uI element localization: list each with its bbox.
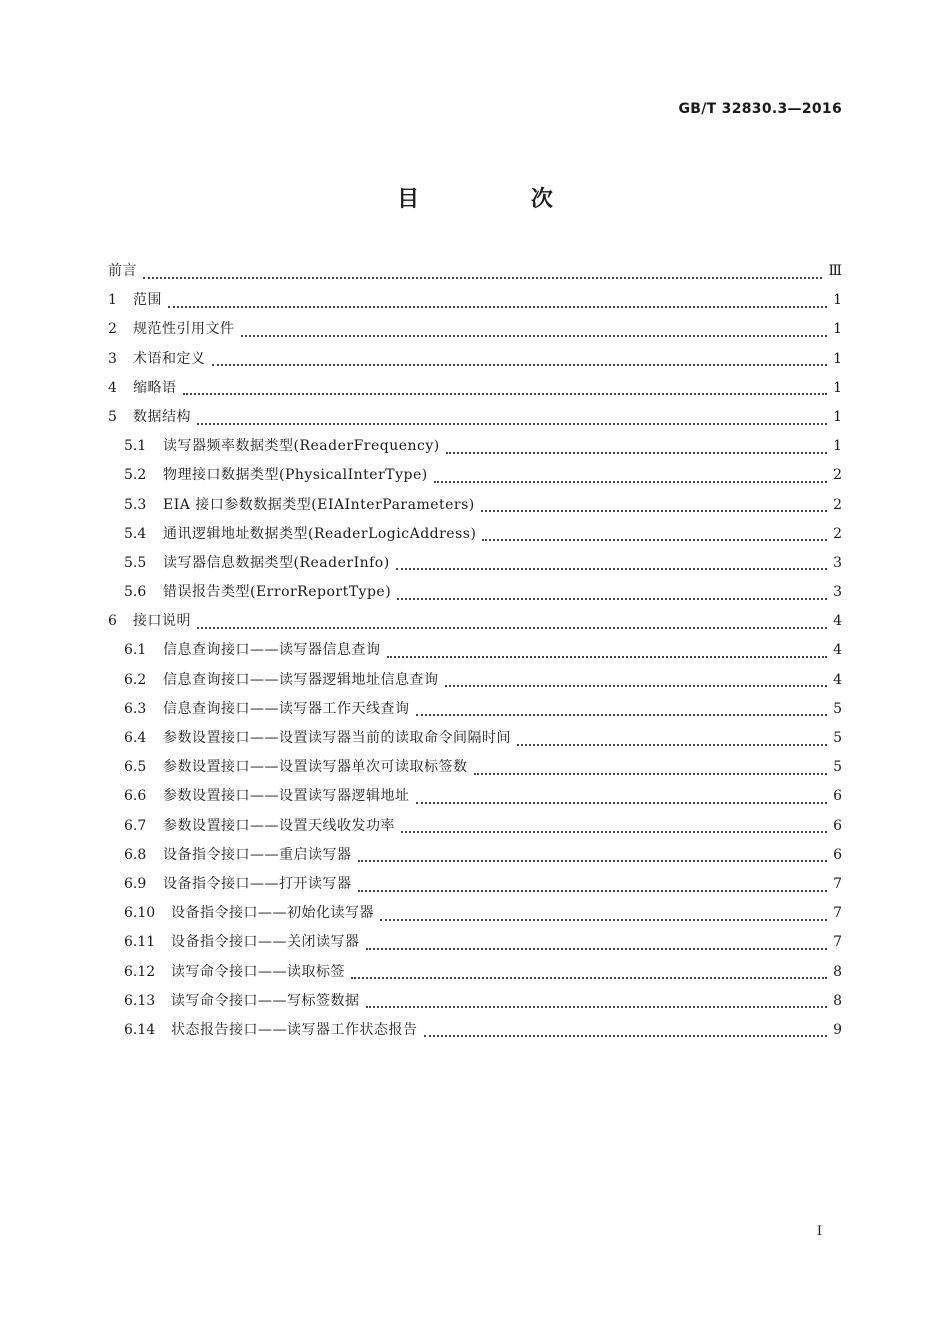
- toc-entry-title: 错误报告类型(ErrorReportType): [163, 584, 392, 601]
- dot-leader: [358, 880, 828, 892]
- toc-entry[interactable]: [108, 578, 842, 607]
- toc-entry-title: 状态报告接口——读写器工作状态报告: [171, 1021, 418, 1038]
- toc-entry-page: 7: [833, 875, 842, 892]
- dot-leader: [366, 938, 828, 950]
- toc-entry-page: Ⅲ: [828, 263, 842, 279]
- toc-entry-page: 6: [833, 817, 842, 834]
- toc-entry-title: 数据结构: [133, 408, 191, 425]
- toc-entry-number: 6.6: [124, 788, 147, 805]
- toc-entry-page: 1: [833, 292, 842, 309]
- toc-entry-number: 6.10: [124, 905, 156, 922]
- toc-entry-page: 4: [833, 613, 842, 630]
- toc-entry-number: 5.2: [124, 467, 147, 484]
- toc-entry[interactable]: [108, 520, 842, 549]
- toc-entry-title: 参数设置接口——设置读写器逻辑地址: [163, 788, 410, 805]
- dot-leader: [358, 850, 828, 862]
- toc-entry-page: 1: [833, 379, 842, 396]
- toc-entry-title: 通讯逻辑地址数据类型(ReaderLogicAddress): [163, 525, 477, 542]
- dot-leader: [424, 1025, 828, 1037]
- toc-entry-page: 5: [833, 700, 842, 717]
- toc-entry-title: 设备指令接口——关闭读写器: [171, 934, 360, 951]
- toc-entry-page: 6: [833, 846, 842, 863]
- toc-entry[interactable]: [108, 782, 842, 811]
- toc-entry-page: 9: [833, 1021, 842, 1038]
- toc-entry-number: 5.5: [124, 554, 147, 571]
- page-title: 目 次: [397, 187, 605, 212]
- dot-leader: [401, 821, 827, 833]
- toc-entry[interactable]: [108, 724, 842, 753]
- toc-entry-title: 范围: [133, 292, 162, 309]
- dot-leader: [396, 558, 827, 570]
- toc-entry-title: 信息查询接口——读写器工作天线查询: [163, 700, 410, 717]
- toc-entry[interactable]: [108, 432, 842, 461]
- toc-entry[interactable]: [108, 695, 842, 724]
- toc-entry-number: 5.4: [124, 525, 147, 542]
- toc-entry-title: 物理接口数据类型(PhysicalInterType): [163, 467, 428, 484]
- toc-entry-title: 接口说明: [133, 613, 191, 630]
- dot-leader: [241, 325, 828, 337]
- toc-entry[interactable]: [108, 374, 842, 403]
- toc-entry-number: 6.7: [124, 817, 147, 834]
- dot-leader: [445, 675, 828, 687]
- toc-entry[interactable]: [108, 812, 842, 841]
- toc-entry[interactable]: [108, 286, 842, 315]
- toc-entry-page: 3: [833, 584, 842, 601]
- dot-leader: [416, 792, 828, 804]
- toc-entry-page: 4: [833, 642, 842, 659]
- toc-entry-page: 8: [833, 963, 842, 980]
- toc-entry[interactable]: [108, 841, 842, 870]
- toc-entry-number: 3: [108, 350, 117, 367]
- toc-entry-page: 8: [833, 992, 842, 1009]
- dot-leader: [481, 500, 827, 512]
- toc-entry-page: 1: [833, 321, 842, 338]
- dot-leader: [434, 471, 827, 483]
- toc-entry-number: 5.1: [124, 438, 147, 455]
- toc-entry-number: 6.1: [124, 642, 147, 659]
- toc-entry-number: 6.5: [124, 759, 147, 776]
- toc-entry-title: 参数设置接口——设置天线收发功率: [163, 817, 395, 834]
- toc-entry-title: EIA 接口参数数据类型(EIAInterParameters): [163, 496, 475, 513]
- toc-entry[interactable]: [108, 345, 842, 374]
- toc-entry[interactable]: [108, 403, 842, 432]
- toc-entry[interactable]: [108, 491, 842, 520]
- toc-entry-number: 6.12: [124, 963, 156, 980]
- toc-entry-title: 缩略语: [133, 379, 177, 396]
- toc-entry-title: 读写器信息数据类型(ReaderInfo): [163, 554, 390, 571]
- toc-entry[interactable]: [108, 549, 842, 578]
- dot-leader: [397, 588, 827, 600]
- toc-entry-page: 6: [833, 788, 842, 805]
- toc-entry-number: 4: [108, 379, 117, 396]
- toc-entry-number: 1: [108, 292, 117, 309]
- dot-leader: [168, 296, 827, 308]
- toc-entry-number: 6.8: [124, 846, 147, 863]
- toc-entry-number: 2: [108, 321, 117, 338]
- toc-entry[interactable]: [108, 666, 842, 695]
- toc-entry-number: 6.2: [124, 671, 147, 688]
- toc-entry[interactable]: [108, 607, 842, 636]
- toc-entry-number: 6.9: [124, 875, 147, 892]
- toc-entry-number: 5.3: [124, 496, 147, 513]
- toc-entry[interactable]: [108, 899, 842, 928]
- toc-entry[interactable]: [108, 315, 842, 344]
- dot-leader: [416, 704, 828, 716]
- toc-entry-number: 6.4: [124, 730, 147, 746]
- toc-entry-page: 1: [833, 438, 842, 455]
- dot-leader: [197, 413, 827, 425]
- toc-entry-title: 信息查询接口——读写器信息查询: [163, 642, 381, 659]
- toc-entry[interactable]: [108, 958, 842, 987]
- toc-entry-page: 7: [833, 934, 842, 951]
- dot-leader: [474, 763, 828, 775]
- toc-entry-title: 设备指令接口——打开读写器: [163, 875, 352, 892]
- toc-entry-page: 2: [833, 496, 842, 513]
- toc-entry-title: 参数设置接口——设置读写器当前的读取命令间隔时间: [163, 730, 511, 746]
- dot-leader: [517, 734, 827, 746]
- toc-entry-title: 读写命令接口——读取标签: [171, 963, 345, 980]
- toc-entry-title: 设备指令接口——重启读写器: [163, 846, 352, 863]
- toc-entry-title: 设备指令接口——初始化读写器: [171, 905, 374, 922]
- toc-entry-page: 2: [833, 525, 842, 542]
- toc-entry-page: 1: [833, 350, 842, 367]
- dot-leader: [380, 909, 827, 921]
- dot-leader: [446, 442, 827, 454]
- toc-entry-title: 读写器频率数据类型(ReaderFrequency): [163, 438, 440, 455]
- toc-entry[interactable]: [108, 928, 842, 957]
- toc-entry-page: 2: [833, 467, 842, 484]
- toc-entry-title: 术语和定义: [133, 350, 206, 367]
- toc-entry-number: 5.6: [124, 584, 147, 601]
- dot-leader: [183, 383, 828, 395]
- toc-entry-title: 规范性引用文件: [133, 321, 235, 338]
- toc-entry-page: 4: [833, 671, 842, 688]
- dot-leader: [366, 996, 828, 1008]
- standard-code: GB/T 32830.3—2016: [678, 101, 842, 117]
- dot-leader: [482, 529, 827, 541]
- toc-entry-number: 6.11: [124, 934, 156, 951]
- toc-entry[interactable]: [108, 1016, 842, 1045]
- toc-entry-page: 1: [833, 408, 842, 425]
- toc-entry[interactable]: [108, 753, 842, 782]
- toc-entry-page: 5: [833, 759, 842, 776]
- dot-leader: [351, 967, 827, 979]
- toc-entry-title: 读写命令接口——写标签数据: [171, 992, 360, 1009]
- toc-entry-number: 6.3: [124, 700, 147, 717]
- toc-entry-title: 前言: [108, 263, 137, 279]
- toc-entry-number: 6.13: [124, 992, 156, 1009]
- toc-entry-page: 5: [833, 730, 842, 746]
- toc-entry[interactable]: [108, 257, 842, 286]
- toc-entry-number: 6: [108, 613, 117, 630]
- toc-entry-number: 6.14: [124, 1021, 156, 1038]
- toc-entry-title: 信息查询接口——读写器逻辑地址信息查询: [163, 671, 439, 688]
- dot-leader: [143, 267, 822, 279]
- page-number: I: [816, 1224, 822, 1239]
- toc-entry-title: 参数设置接口——设置读写器单次可读取标签数: [163, 759, 468, 776]
- toc-entry[interactable]: [108, 461, 842, 490]
- toc-entry-page: 3: [833, 554, 842, 571]
- dot-leader: [197, 617, 827, 629]
- dot-leader: [387, 646, 828, 658]
- table-of-contents: [108, 257, 842, 1045]
- toc-entry-number: 5: [108, 408, 117, 425]
- toc-entry-page: 7: [833, 905, 842, 922]
- toc-entry[interactable]: [108, 987, 842, 1016]
- dot-leader: [212, 354, 828, 366]
- toc-entry[interactable]: [108, 636, 842, 665]
- toc-entry[interactable]: [108, 870, 842, 899]
